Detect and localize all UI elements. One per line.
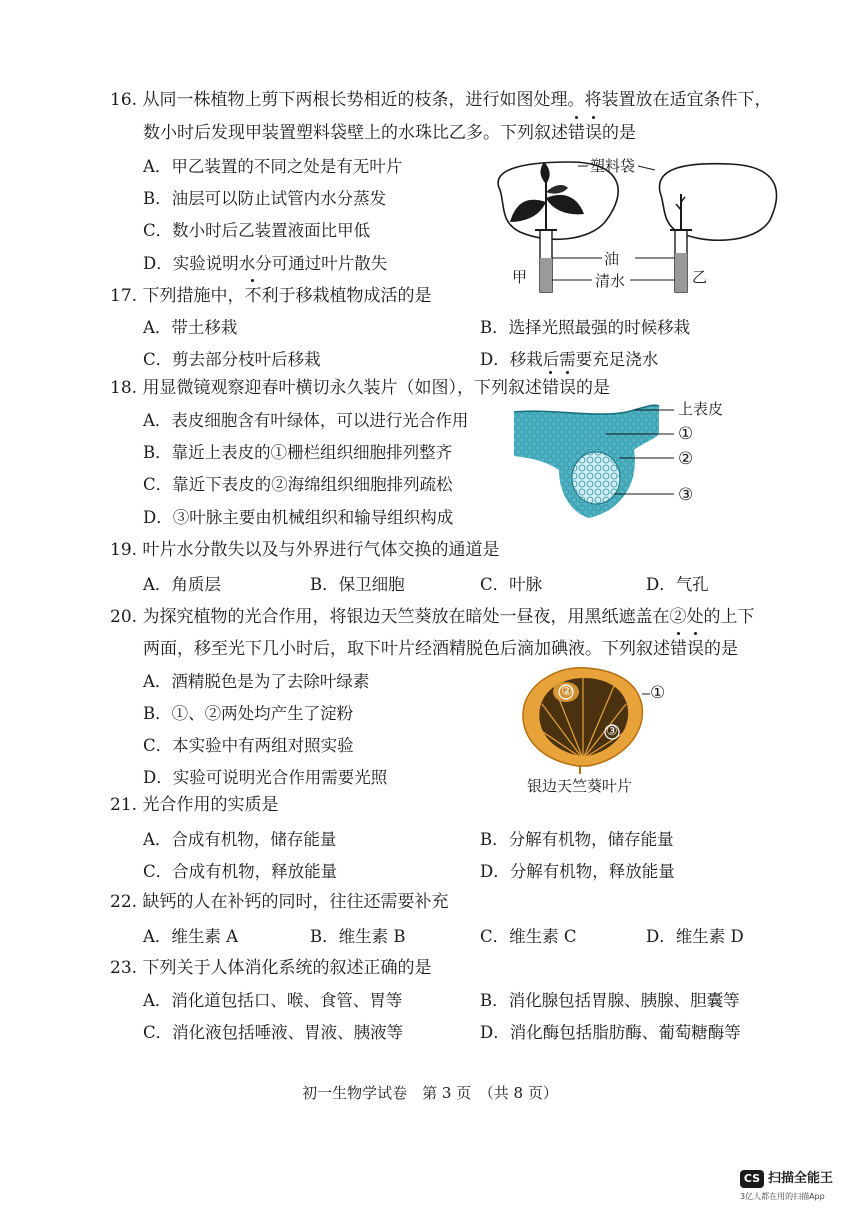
question-text: 叶片水分散失以及与外界进行气体交换的通道是 — [142, 540, 500, 560]
option-b[interactable]: B．分解有机物，储存能量 — [480, 830, 674, 849]
variegated-leaf-figure — [518, 664, 678, 774]
question-19 — [110, 539, 499, 561]
option-d[interactable]: D．实验说明水分可通过叶片散失 — [143, 254, 388, 273]
camscanner-logo-icon: CS — [740, 1170, 764, 1188]
option-c[interactable]: C．合成有机物，释放能量 — [143, 862, 338, 881]
option-c[interactable]: C．叶脉 — [480, 575, 543, 594]
question-text: 光合作用的实质是 — [142, 795, 279, 815]
question-number: 23. — [110, 958, 138, 978]
marker-1-label: ① — [678, 424, 694, 444]
question-22 — [110, 891, 448, 913]
question-number: 17. — [110, 286, 138, 306]
marker-1-label: ① — [650, 683, 666, 703]
upper-epidermis-label: 上表皮 — [678, 400, 724, 418]
question-16-line2 — [143, 122, 636, 144]
option-a[interactable]: A．酒精脱色是为了去除叶绿素 — [143, 672, 370, 691]
emphasis-char: 误 — [558, 378, 576, 398]
question-text: 利于移栽植物成活的是 — [261, 286, 432, 306]
jia-label: 甲 — [512, 268, 528, 286]
option-a[interactable]: A．维生素 A — [143, 927, 239, 946]
option-a[interactable]: A．合成有机物，储存能量 — [143, 830, 337, 849]
emphasis-char: 不 — [244, 286, 262, 306]
option-d[interactable]: D．维生素 D — [646, 927, 744, 946]
option-d[interactable]: D．消化酶包括脂肪酶、葡萄糖酶等 — [480, 1023, 741, 1042]
question-20-line2 — [143, 638, 738, 660]
option-d[interactable]: D．实验可说明光合作用需要光照 — [143, 768, 388, 787]
question-text: 的是 — [602, 123, 636, 143]
marker-2-label: ② — [561, 684, 573, 699]
question-text: 从同一株植物上剪下两根长势相近的枝条，进行如图处理。将装置放在适宜条件下， — [142, 90, 772, 110]
question-text: 下列关于人体消化系统的叙述正确的是 — [142, 958, 432, 978]
question-16-line1 — [110, 89, 771, 111]
option-a[interactable]: A．消化道包括口、喉、食管、胃等 — [143, 991, 403, 1010]
plastic-bag-label: 塑料袋 — [590, 157, 636, 175]
option-b[interactable]: B．靠近上表皮的①栅栏组织细胞排列整齐 — [143, 443, 453, 462]
emphasis-char: 错 — [670, 639, 687, 659]
question-number: 22. — [110, 892, 138, 912]
option-b[interactable]: B．①、②两处均产生了淀粉 — [143, 704, 354, 723]
question-17 — [110, 285, 431, 307]
option-b[interactable]: B．油层可以防止试管内水分蒸发 — [143, 189, 387, 208]
question-text: 两面，移至光下几小时后，取下叶片经酒精脱色后滴加碘液。下列叙述 — [143, 639, 670, 659]
transpiration-apparatus-figure — [480, 150, 800, 300]
option-b[interactable]: B．选择光照最强的时候移栽 — [480, 318, 691, 337]
brand-tagline: 3亿人都在用的扫描App — [740, 1192, 825, 1201]
question-text: 为探究植物的光合作用，将银边天竺葵放在暗处一昼夜，用黑纸遮盖在②处的上下 — [142, 607, 755, 627]
question-text: 的是 — [575, 378, 610, 398]
question-text: 缺钙的人在补钙的同时，往往还需要补充 — [142, 892, 449, 912]
option-c[interactable]: C．消化液包括唾液、胃液、胰液等 — [143, 1023, 404, 1042]
option-b[interactable]: B．保卫细胞 — [310, 575, 405, 594]
option-c[interactable]: C．靠近下表皮的②海绵组织细胞排列疏松 — [143, 475, 453, 494]
option-d[interactable]: D．分解有机物，释放能量 — [480, 862, 675, 881]
question-number: 20. — [110, 607, 138, 627]
option-d[interactable]: D．③叶脉主要由机械组织和输导组织构成 — [143, 508, 454, 527]
page-footer: 初一生物学试卷 第 3 页 （共 8 页） — [302, 1084, 558, 1102]
marker-2-label: ② — [678, 449, 694, 469]
option-a[interactable]: A．甲乙装置的不同之处是有无叶片 — [143, 157, 403, 176]
question-20-line1 — [110, 606, 754, 628]
emphasis-char: 误 — [687, 639, 704, 659]
marker-3-label: ③ — [678, 485, 694, 505]
question-text: 数小时后发现甲装置塑料袋壁上的水珠比乙多。下列叙述 — [143, 123, 568, 143]
option-d[interactable]: D．气孔 — [646, 575, 709, 594]
option-a[interactable]: A．角质层 — [143, 575, 221, 594]
option-d[interactable]: D．移栽后需要充足浇水 — [480, 350, 659, 369]
option-c[interactable]: C．本实验中有两组对照实验 — [143, 736, 354, 755]
yi-label: 乙 — [692, 268, 708, 286]
emphasis-char: 错 — [541, 378, 559, 398]
question-text: 用显微镜观察迎春叶横切永久装片（如图），下列叙述 — [142, 378, 542, 398]
question-number: 16. — [110, 90, 138, 110]
option-c[interactable]: C．数小时后乙装置液面比甲低 — [143, 221, 371, 240]
water-label: 清水 — [595, 272, 626, 290]
question-text: 的是 — [704, 639, 738, 659]
option-b[interactable]: B．维生素 B — [310, 927, 406, 946]
question-23 — [110, 957, 431, 979]
question-number: 21. — [110, 795, 138, 815]
question-number: 18. — [110, 378, 138, 398]
option-c[interactable]: C．剪去部分枝叶后移栽 — [143, 350, 321, 369]
option-a[interactable]: A．表皮细胞含有叶绿体，可以进行光合作用 — [143, 411, 469, 430]
emphasis-char: 误 — [585, 123, 602, 143]
oil-label: 油 — [604, 250, 620, 268]
option-a[interactable]: A．带土移栽 — [143, 318, 238, 337]
question-21 — [110, 794, 278, 816]
leaf-caption: 银边天竺葵叶片 — [527, 777, 633, 795]
emphasis-char: 错 — [568, 123, 585, 143]
question-text: 下列措施中， — [142, 286, 245, 306]
question-18 — [110, 377, 610, 399]
option-b[interactable]: B．消化腺包括胃腺、胰腺、胆囊等 — [480, 991, 740, 1010]
brand-name: 扫描全能王 — [768, 1171, 834, 1186]
option-c[interactable]: C．维生素 C — [480, 927, 577, 946]
question-number: 19. — [110, 540, 138, 560]
marker-3-label: ③ — [606, 724, 618, 739]
